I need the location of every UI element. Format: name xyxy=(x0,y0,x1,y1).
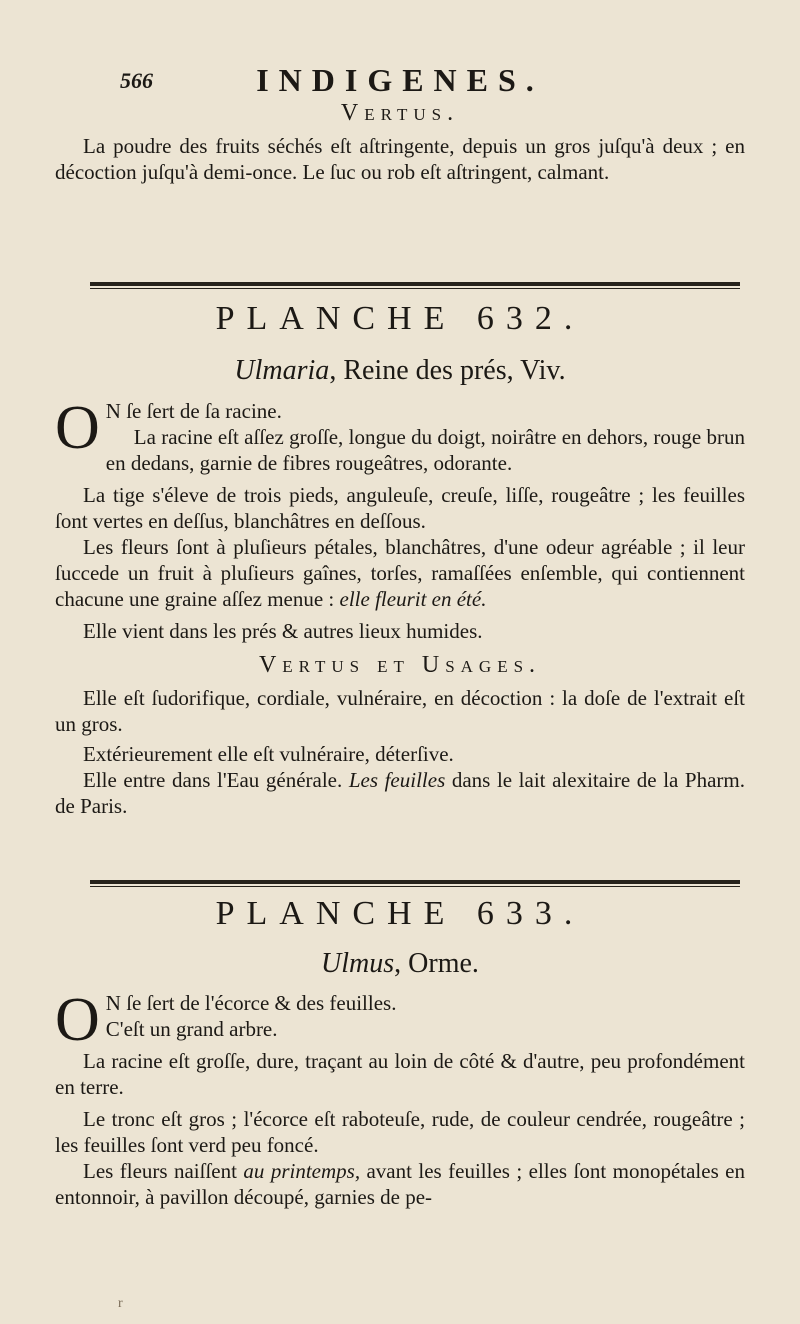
ulmus-flowers xyxy=(55,1158,745,1210)
plant-common-name: , Reine des prés, Viv. xyxy=(329,355,566,386)
dropcap: O xyxy=(55,394,100,462)
ulmaria-habitat: Elle vient dans les prés & autres lieux humides. xyxy=(83,619,483,643)
ink-mark: r xyxy=(118,1296,123,1311)
flowers-text: Les fleurs ſont à pluſieurs pétales, blanchâtres, d'une odeur agréable ; il leur ſuccede un fruit à pluſieurs gaînes, torſes, ramaſſées enſemble, qui contiennent chacune une graine aſſez menue : xyxy=(55,535,745,611)
plant-common-name-2: , Orme. xyxy=(394,948,479,979)
plant-latin-name-2: Ulmus xyxy=(321,948,395,979)
ulmus-flowers-end: avant les feuilles ; elles ſont monopétales en entonnoir, à pavillon découpé, garnies de pe- xyxy=(55,1159,745,1209)
ulmaria-root: La racine eſt aſſez groſſe, longue du doigt, noirâtre en dehors, rouge brun en dedans, garnie de fibres rougeâtres, odorante. xyxy=(105,425,745,475)
uses-3-start: Elle entre dans l'Eau générale. xyxy=(83,768,343,792)
dropcap-2: O xyxy=(55,986,100,1054)
planche-633-title: PLANCHE 633. xyxy=(215,895,585,932)
ulmaria-flowers xyxy=(55,534,745,612)
intro-line-3: C'eſt un grand arbre. xyxy=(105,1017,278,1041)
intro-line: N ſe ſert de ſa racine. xyxy=(105,399,282,423)
ulmus-trunk: Le tronc eſt gros ; l'écorce eſt raboteuſe, rude, de couleur cendrée, rougeâtre ; les feuilles ſont verd peu foncé. xyxy=(55,1107,745,1157)
vertus-heading: Vertus. xyxy=(340,100,460,126)
ulmus-flowers-italic: au printemps, xyxy=(243,1159,361,1183)
plant-name-ulmus xyxy=(0,948,800,980)
uses-1: Elle eſt ſudorifique, cordiale, vulnéraire, en décoction : la doſe de l'extrait eſt un gros. xyxy=(55,686,745,736)
flowering-note: elle fleurit en été. xyxy=(339,587,487,611)
ulmus-intro xyxy=(55,986,745,1054)
ulmus-flowers-start: Les fleurs naiſſent xyxy=(83,1159,237,1183)
uses-2: Extérieurement elle eſt vulnéraire, déterſive. xyxy=(83,742,454,766)
section-divider-2 xyxy=(90,880,740,887)
top-block xyxy=(55,100,745,185)
ulmaria-stem: La tige s'éleve de trois pieds, anguleuſe, creuſe, liſſe, rougeâtre ; les feuilles ſont vertes en deſſus, blanchâtres en deſſous. xyxy=(55,483,745,533)
vertus-paragraph: La poudre des fruits séchés eſt aſtringente, depuis un gros juſqu'à deux ; en décoction juſqu'à demi-once. Le ſuc ou rob eſt aſtringent, calmant. xyxy=(55,134,745,184)
page-number: 566 xyxy=(120,68,153,93)
section-divider xyxy=(90,282,740,289)
running-title: INDIGENES. xyxy=(256,62,544,98)
uses-heading: Vertus et Usages. xyxy=(258,652,542,678)
ulmus-root: La racine eſt groſſe, dure, traçant au loin de côté & d'autre, peu profondément en terre. xyxy=(55,1049,745,1099)
plant-latin-name: Ulmaria xyxy=(234,355,330,386)
uses-3-end: dans le lait alexitaire de la Pharm. de Paris. xyxy=(55,768,746,818)
page-header xyxy=(0,58,800,98)
ulmus-body xyxy=(55,986,745,1210)
planche-632-title: PLANCHE 632. xyxy=(215,300,585,337)
uses-3-italic: Les feuilles xyxy=(348,768,446,792)
ulmaria-body xyxy=(55,394,746,819)
intro-line-2: N ſe ſert de l'écorce & des feuilles. xyxy=(105,991,397,1015)
uses-3 xyxy=(55,767,745,819)
plant-name-ulmaria xyxy=(0,355,800,387)
